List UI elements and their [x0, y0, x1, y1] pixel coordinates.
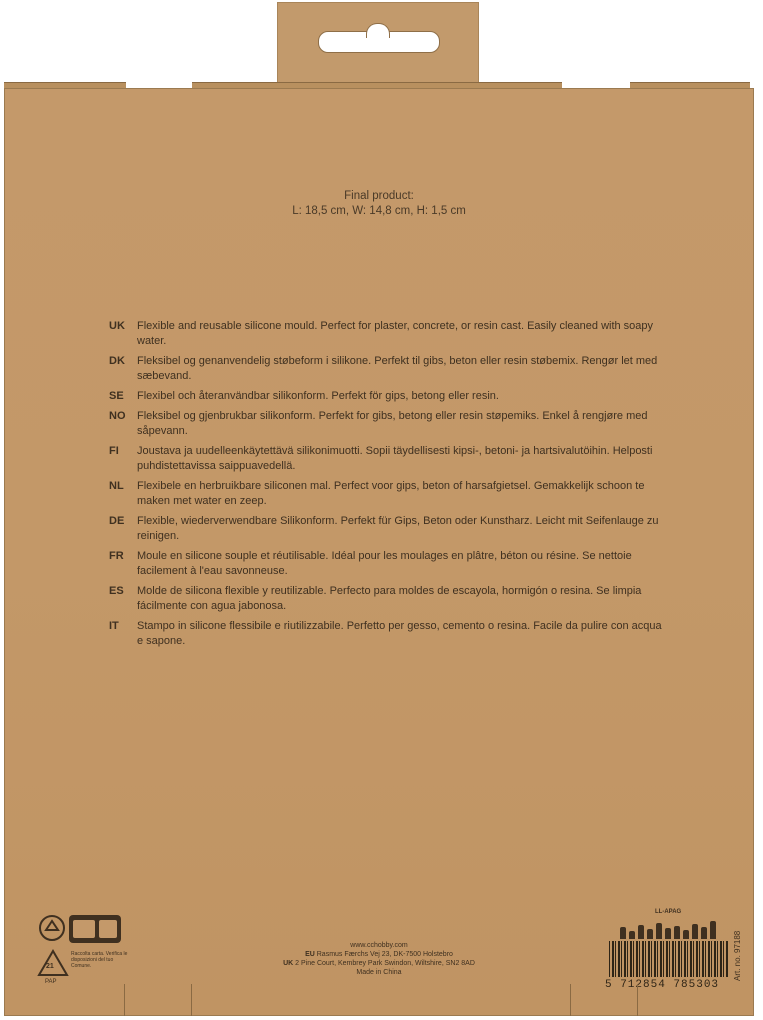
- language-text: Molde de silicona flexible y reutilizable. Perfecto para moldes de escayola, hormigón o resina. Se limpia fácilmente con agua jabonosa.: [137, 585, 642, 612]
- uk-label: UK: [283, 960, 294, 967]
- made-in: Made in China: [356, 969, 402, 976]
- language-row-es: [109, 584, 669, 614]
- bottom-tab-left: [124, 984, 192, 1016]
- scissors-icon: [620, 927, 626, 939]
- language-code: DE: [109, 515, 125, 527]
- bottom-tab-right: [570, 984, 638, 1016]
- language-text: Fleksibel og gjenbrukbar silikonform. Perfekt for gibs, betong eller resin støpemiks. Enkel å rengjøre med såpevann.: [137, 410, 648, 437]
- language-text: Flexible and reusable silicone mould. Perfect for plaster, concrete, or resin cast. Easily cleaned with soapy water.: [137, 320, 654, 347]
- recycling-material: PAP: [45, 979, 57, 985]
- language-code: NL: [109, 480, 124, 492]
- paper-bin-icon: [67, 911, 123, 945]
- language-text: Flexible, wiederverwendbare Silikonform. Perfekt für Gips, Beton oder Kunstharz. Leicht mit Seifenlauge zu reinigen.: [137, 515, 659, 542]
- uk-address: 2 Pine Court, Kembrey Park Swindon, Wiltshire, SN2 8AD: [295, 960, 475, 967]
- language-text: Flexibele en herbruikbare siliconen mal. Perfect voor gips, beton of harsafgietsel. Gemakkelijk schoon te maken met water en zeep.: [137, 480, 645, 507]
- language-row-nl: [109, 479, 669, 509]
- eu-address: Rasmus Færchs Vej 23, DK-7500 Holstebro: [316, 951, 453, 958]
- tool-icon: [710, 921, 716, 939]
- tool-icon: [701, 927, 707, 939]
- language-text: Moule en silicone souple et réutilisable. Idéal pour les moulages en plâtre, béton ou résine. Se nettoie facilement à l'eau savonneuse.: [137, 550, 632, 577]
- language-code: SE: [109, 390, 124, 402]
- tool-icon: [638, 925, 644, 939]
- language-row-fr: [109, 549, 669, 579]
- hang-tab: [277, 2, 479, 84]
- language-code: UK: [109, 320, 125, 332]
- tool-icon: [629, 931, 635, 939]
- language-text: Flexibel och återanvändbar silikonform. Perfekt för gips, betong eller resin.: [137, 390, 499, 402]
- eu-label: EU: [305, 951, 315, 958]
- language-row-fi: [109, 444, 669, 474]
- language-descriptions: [109, 319, 669, 654]
- tool-icon: [674, 926, 680, 939]
- kraft-box-back: [4, 88, 754, 1016]
- tool-icon: [692, 924, 698, 939]
- language-code: NO: [109, 410, 126, 422]
- language-row-se: [109, 389, 669, 404]
- hang-notch: [366, 23, 390, 38]
- language-text: Fleksibel og genanvendelig støbeform i silikone. Perfekt til gibs, beton eller resin støbemix. Rengør let med sæbevand.: [137, 355, 658, 382]
- language-row-it: [109, 619, 669, 649]
- language-code: DK: [109, 355, 125, 367]
- recycling-note: Raccolta carta. Verifica le disposizioni del tuo Comune.: [71, 951, 128, 969]
- barcode-label: LL-APAG: [655, 909, 682, 915]
- language-code: FI: [109, 445, 119, 457]
- tool-icon: [665, 928, 671, 939]
- language-code: ES: [109, 585, 124, 597]
- recycling-code: 21: [46, 963, 54, 970]
- recycle-icon: [37, 913, 67, 943]
- language-code: IT: [109, 620, 119, 632]
- barcode-number: 5 712854 785303: [605, 979, 720, 991]
- final-product-block: [5, 189, 753, 219]
- final-product-dimensions: L: 18,5 cm, W: 14,8 cm, H: 1,5 cm: [292, 205, 466, 217]
- language-text: Joustava ja uudelleenkäytettävä silikonimuotti. Sopii täydellisesti kipsi-, betoni- ja hartsivalutöihin. Helposti puhdistettavissa saippuavedellä.: [137, 445, 653, 472]
- language-row-dk: [109, 354, 669, 384]
- final-product-heading: Final product:: [344, 190, 414, 202]
- tool-icon: [647, 929, 653, 939]
- article-number: Art. no. 97188: [733, 930, 742, 981]
- tool-icon: [656, 923, 662, 939]
- website-url: www.cchobby.com: [350, 942, 408, 949]
- language-row-uk: [109, 319, 669, 349]
- language-text: Stampo in silicone flessibile e riutilizzabile. Perfetto per gesso, cemento o resina. Facile da pulire con acqua e sapone.: [137, 620, 662, 647]
- tools-icon-strip: [620, 919, 728, 939]
- language-row-de: [109, 514, 669, 544]
- tool-icon: [683, 930, 689, 939]
- barcode-bars: [609, 941, 729, 977]
- language-row-no: [109, 409, 669, 439]
- language-code: FR: [109, 550, 124, 562]
